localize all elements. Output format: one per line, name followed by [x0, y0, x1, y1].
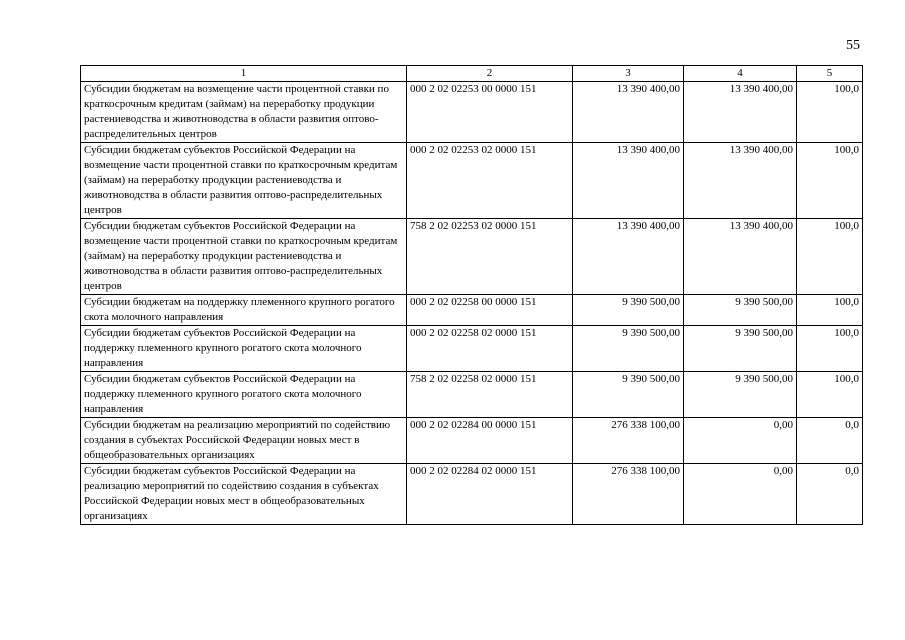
row-description: Субсидии бюджетам субъектов Российской Федерации на поддержку племенного крупного рогатого скота молочного направления: [81, 326, 407, 372]
row-col3: 276 338 100,00: [573, 418, 684, 464]
row-col3: 9 390 500,00: [573, 372, 684, 418]
row-col5: 0,0: [797, 418, 863, 464]
table-body: [81, 82, 863, 525]
row-col5: 0,0: [797, 464, 863, 525]
header-row: [81, 66, 863, 82]
row-col4: 13 390 400,00: [684, 219, 797, 295]
row-code: 000 2 02 02253 00 0000 151: [407, 82, 573, 143]
row-code: 000 2 02 02253 02 0000 151: [407, 143, 573, 219]
row-col3: 13 390 400,00: [573, 143, 684, 219]
table-row: [81, 143, 863, 219]
table-header: [81, 66, 863, 82]
column-header-1: 1: [81, 66, 407, 82]
row-col5: 100,0: [797, 143, 863, 219]
table-row: [81, 372, 863, 418]
budget-table: [80, 65, 863, 525]
row-col4: 9 390 500,00: [684, 295, 797, 326]
column-header-3: 3: [573, 66, 684, 82]
row-col4: 13 390 400,00: [684, 143, 797, 219]
table-row: [81, 82, 863, 143]
row-description: Субсидии бюджетам на возмещение части процентной ставки по краткосрочным кредитам (займам) на переработку продукции растениеводства и животноводства в области развития оптово-распределительных центров: [81, 82, 407, 143]
row-code: 000 2 02 02284 00 0000 151: [407, 418, 573, 464]
table-row: [81, 464, 863, 525]
row-description: Субсидии бюджетам на поддержку племенного крупного рогатого скота молочного направления: [81, 295, 407, 326]
row-description: Субсидии бюджетам субъектов Российской Федерации на возмещение части процентной ставки по краткосрочным кредитам (займам) на переработку продукции растениеводства и животноводства в области развития оптово-распределительных центров: [81, 143, 407, 219]
row-col4: 0,00: [684, 464, 797, 525]
row-description: Субсидии бюджетам субъектов Российской Федерации на возмещение части процентной ставки по краткосрочным кредитам (займам) на переработку продукции растениеводства и животноводства в области развития оптово-распределительных центров: [81, 219, 407, 295]
row-col5: 100,0: [797, 295, 863, 326]
column-header-4: 4: [684, 66, 797, 82]
row-col3: 13 390 400,00: [573, 82, 684, 143]
table-row: [81, 219, 863, 295]
row-code: 000 2 02 02258 00 0000 151: [407, 295, 573, 326]
row-col5: 100,0: [797, 326, 863, 372]
table-row: [81, 418, 863, 464]
column-header-5: 5: [797, 66, 863, 82]
row-code: 000 2 02 02284 02 0000 151: [407, 464, 573, 525]
row-col4: 9 390 500,00: [684, 326, 797, 372]
row-col3: 13 390 400,00: [573, 219, 684, 295]
row-description: Субсидии бюджетам на реализацию мероприятий по содействию создания в субъектах Российской Федерации новых мест в общеобразовательных организациях: [81, 418, 407, 464]
row-code: 758 2 02 02258 02 0000 151: [407, 372, 573, 418]
row-description: Субсидии бюджетам субъектов Российской Федерации на реализацию мероприятий по содействию создания в субъектах Российской Федерации новых мест в общеобразовательных организациях: [81, 464, 407, 525]
row-col3: 9 390 500,00: [573, 326, 684, 372]
row-col4: 0,00: [684, 418, 797, 464]
table-row: [81, 295, 863, 326]
row-code: 000 2 02 02258 02 0000 151: [407, 326, 573, 372]
column-header-2: 2: [407, 66, 573, 82]
row-code: 758 2 02 02253 02 0000 151: [407, 219, 573, 295]
row-col5: 100,0: [797, 372, 863, 418]
row-col3: 276 338 100,00: [573, 464, 684, 525]
table-row: [81, 326, 863, 372]
row-col3: 9 390 500,00: [573, 295, 684, 326]
row-col5: 100,0: [797, 82, 863, 143]
row-col4: 13 390 400,00: [684, 82, 797, 143]
row-description: Субсидии бюджетам субъектов Российской Федерации на поддержку племенного крупного рогатого скота молочного направления: [81, 372, 407, 418]
row-col4: 9 390 500,00: [684, 372, 797, 418]
page-number: 55: [846, 38, 860, 53]
row-col5: 100,0: [797, 219, 863, 295]
